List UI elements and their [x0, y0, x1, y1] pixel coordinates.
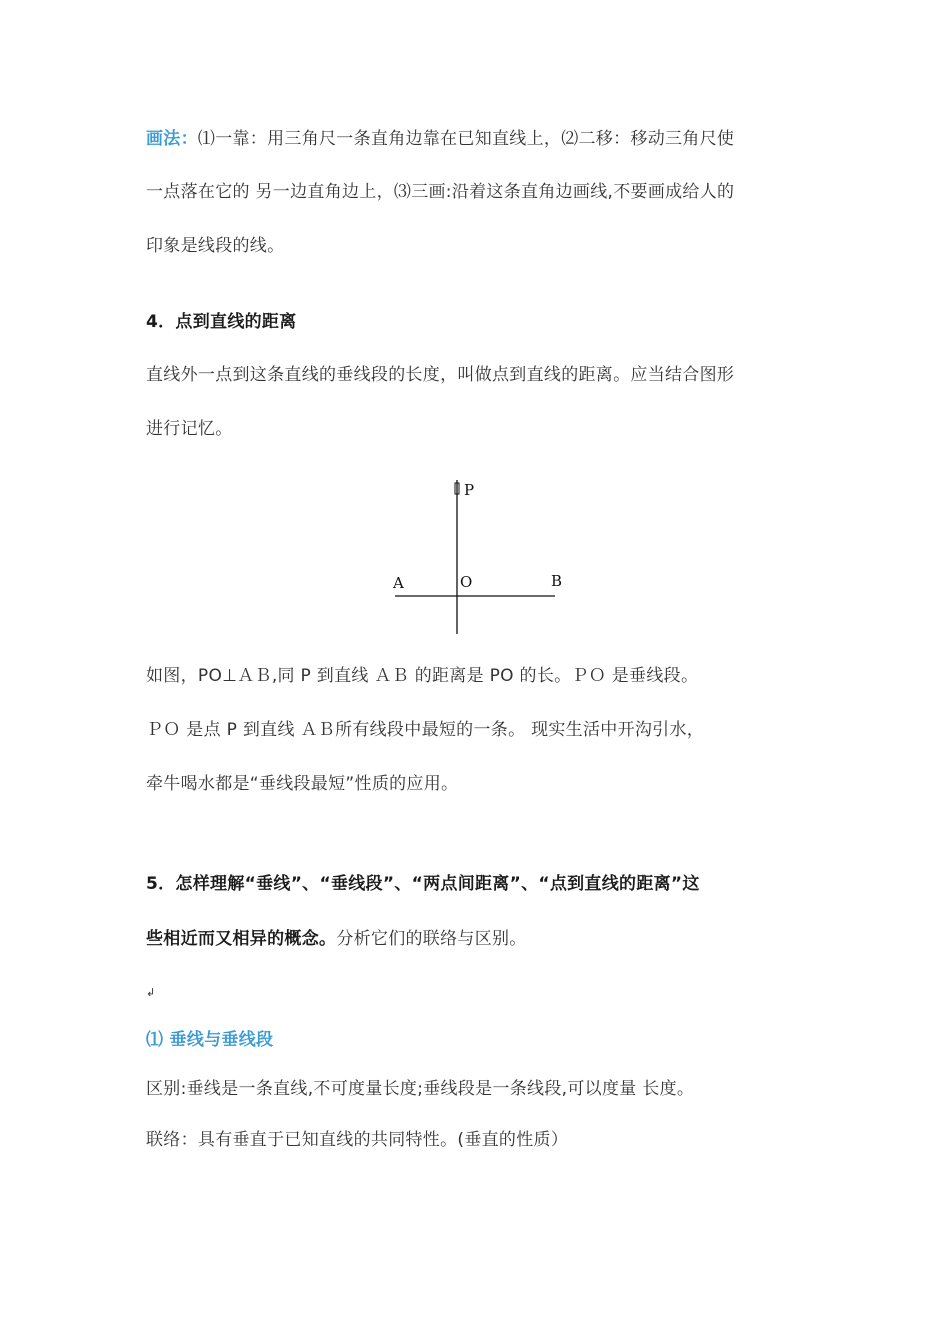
subsection-1-difference: 区别:垂线是一条直线,不可度量长度;垂线段是一条线段,可以度量 长度。 — [146, 1079, 695, 1099]
section-4-paragraph-2-line-2: ＰＯ 是点 P 到直线 ＡＢ所有线段中最短的一条。 现实生活中开沟引水， — [146, 720, 705, 740]
subsection-1-connection: 联络：具有垂直于已知直线的共同特性。(垂直的性质） — [146, 1130, 569, 1150]
section-4-paragraph-1-line-1: 直线外一点到这条直线的垂线段的长度，叫做点到直线的距离。应当结合图形 — [146, 365, 735, 385]
section-4-paragraph-2-line-1: 如图，PO⊥ＡＢ,同 P 到直线 ＡＢ 的距离是 PO 的长。ＰＯ 是垂线段。 — [146, 666, 699, 686]
label-p: P — [464, 481, 475, 499]
section-5-heading-bold-part: 些相近而又相异的概念。 — [146, 929, 337, 949]
paragraph-mark: ↲ — [146, 986, 156, 999]
subsection-1-title: ⑴ 垂线与垂线段 — [146, 1030, 274, 1050]
drawing-method-line-3: 印象是线段的线。 — [146, 236, 285, 256]
drawing-method-text-1: ⑴一靠：用三角尺一条直角边靠在已知直线上，⑵二移：移动三角尺使 — [197, 129, 735, 149]
section-4-paragraph-2-line-3: 牵牛喝水都是“垂线段最短”性质的应用。 — [146, 774, 459, 794]
section-4-paragraph-1-line-2: 进行记忆。 — [146, 419, 233, 439]
section-5-heading-line-2 — [146, 928, 527, 950]
label-a: A — [393, 574, 404, 592]
label-o: O — [460, 573, 473, 591]
drawing-method-line-2: 一点落在它的 另一边直角边上，⑶三画:沿着这条直角边画线,不要画成给人的 — [146, 182, 735, 202]
section-5-heading-line-1: 5．怎样理解“垂线”、“垂线段”、“两点间距离”、“点到直线的距离”这 — [146, 874, 700, 894]
perpendicular-figure — [385, 478, 585, 638]
label-b: B — [551, 572, 563, 590]
drawing-method-line-1 — [146, 128, 734, 150]
drawing-method-label: 画法： — [146, 129, 198, 149]
section-5-heading-rest: 分析它们的联络与区别。 — [336, 929, 527, 949]
section-4-heading: 4．点到直线的距离 — [146, 312, 297, 332]
